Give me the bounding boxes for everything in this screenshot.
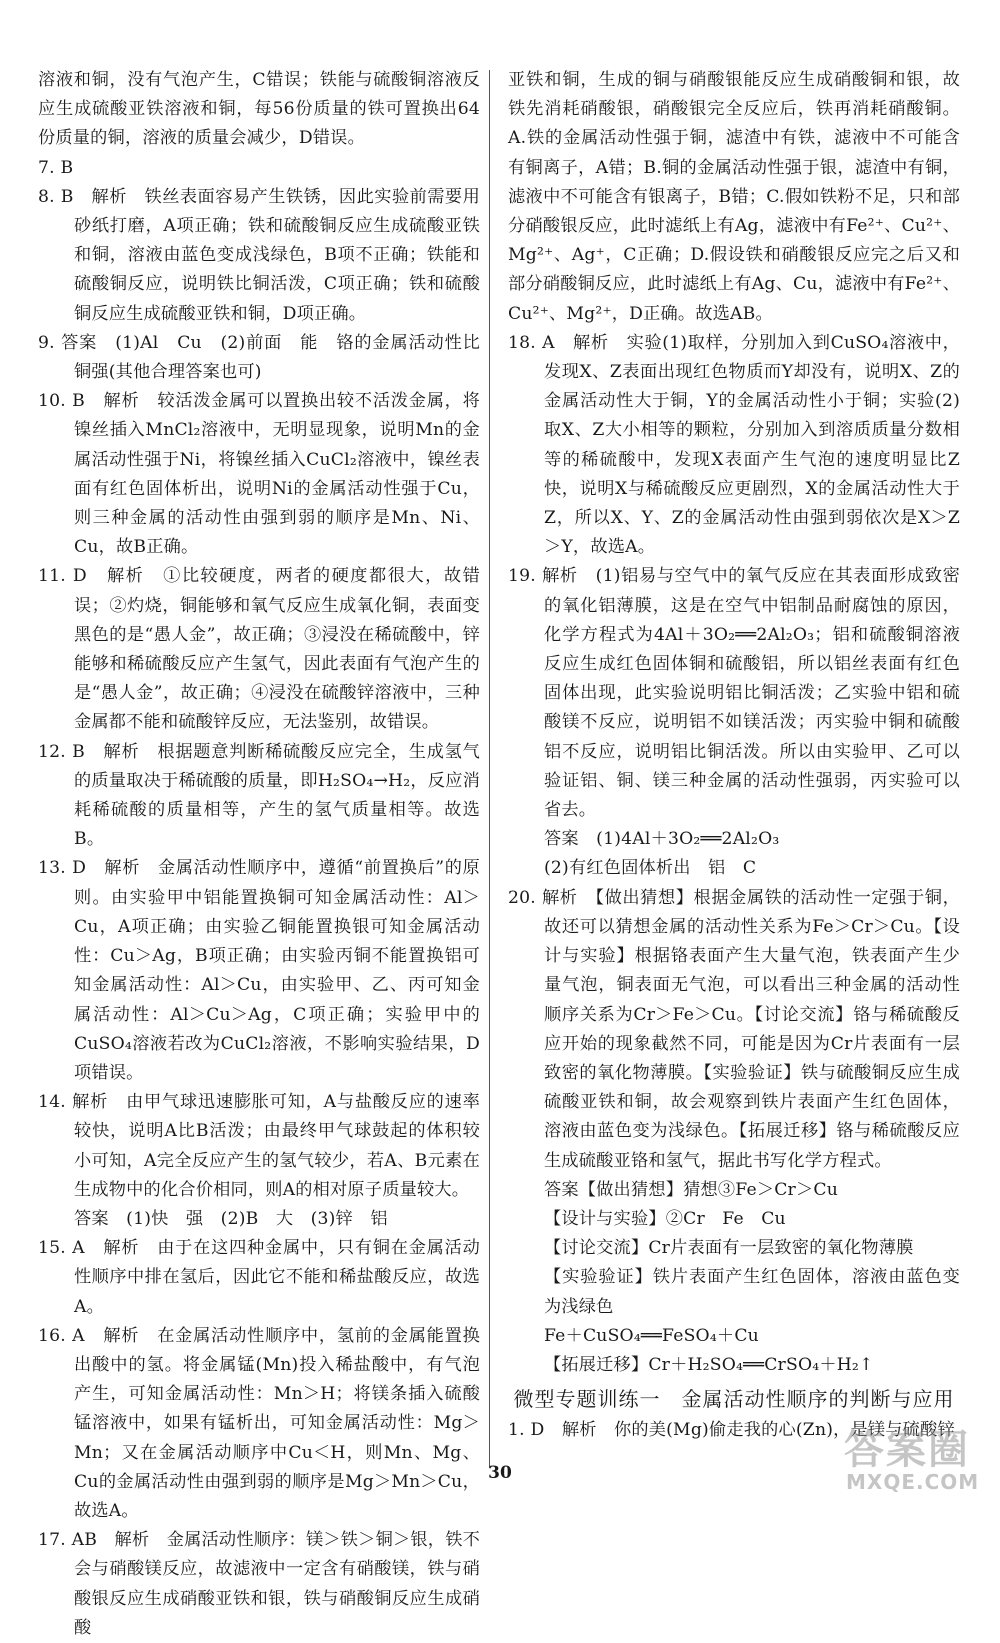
answer-line: 【讨论交流】Cr片表面有一层致密的氧化物薄膜 xyxy=(544,1238,914,1259)
answer-item: 15. A 解析 由于在这四种金属中，只有铜在金属活动性顺序中排在氢后，因此它不能和稀盐酸反应，故选A。 xyxy=(38,1238,480,1317)
answer-item: 20. 解析 【做出猜想】根据金属铁的活动性一定强于铜，故还可以猜想金属的活动性关系为Fe＞Cr＞Cu。【设计与实验】根据铬表面产生大量气泡，铁表面产生少量气泡，铜表面无气泡，可以看出三种金属的活动性顺序关系为Cr＞Fe＞Cu。【讨论交流】铬与稀硫酸反应开始的现象截然不同，可能是因为Cr片表面有一层致密的氧化物薄膜。【实验验证】铁与硫酸铜反应生成硫酸亚铁和铜，故会观察到铁片表面产生红色固体，溶液由蓝色变为浅绿色。【拓展迁移】铬与稀硫酸反应生成硫酸亚铬和氢气，据此书写化学方程式。 xyxy=(508,887,960,1171)
answer-item: 12. B 解析 根据题意判断稀硫酸反应完全，生成氢气的质量取决于稀硫酸的质量，即H₂SO₄→H₂，反应消耗稀硫酸的质量相等，产生的氢气质量相等。故选B。 xyxy=(38,741,480,850)
continued-text: 溶液和铜，没有气泡产生，C错误；铁能与硫酸铜溶液反应生成硫酸亚铁溶液和铜，每56份质量的铁可置换出64份质量的铜，溶液的质量会减少，D错误。 xyxy=(38,70,480,149)
watermark-line2: MXQE.COM xyxy=(846,1470,980,1494)
answer-item: 8. B 解析 铁丝表面容易产生铁锈，因此实验前需要用砂纸打磨，A项正确；铁和硫酸铜反应生成硫酸亚铁和铜，溶液由蓝色变成浅绿色，B项不正确；铁能和硫酸铜反应，说明铁比铜活泼，C项正确；铁和硫酸铜反应生成硫酸亚铁和铜，D项正确。 xyxy=(38,186,480,324)
answer-item: 16. A 解析 在金属活动性顺序中，氢前的金属能置换出酸中的氢。将金属锰(Mn)投入稀盐酸中，有气泡产生，可知金属活动性：Mn＞H；将镁条插入硫酸锰溶液中，如果有锰析出，可知金属活动性：Mg＞Mn；又在金属活动顺序中Cu＜H，则Mn、Mg、Cu的金属活动性由强到弱的顺序是Mg＞Mn＞Cu，故选A。 xyxy=(38,1325,480,1521)
answer-item: 7. B xyxy=(38,157,74,178)
answer-line: 【实验验证】铁片表面产生红色固体，溶液由蓝色变为浅绿色 xyxy=(544,1267,960,1317)
continued-text: 亚铁和铜，生成的铜与硝酸银能反应生成硝酸铜和银，故铁先消耗硝酸银，硝酸银完全反应后，铁再消耗硝酸铜。A.铁的金属活动性强于铜，滤渣中有铁，滤液中不可能含有铜离子，A错；B.铜的金属活动性强于银，滤渣中有铜，滤液中不可能含有银离子，B错；C.假如铁粉不足，只和部分硝酸银反应，此时滤纸上有Ag，滤液中有Fe²⁺、Cu²⁺、Mg²⁺、Ag⁺，C正确；D.假设铁和硝酸银反应完之后又和部分硝酸铜反应，此时滤纸上有Ag、Cu，滤液中有Fe²⁺、Cu²⁺、Mg²⁺，D正确。故选AB。 xyxy=(508,70,960,324)
watermark-logo xyxy=(840,1418,990,1498)
left-column xyxy=(38,66,480,1643)
answer-item: 11. D 解析 ①比较硬度，两者的硬度都很大，故错误；②灼烧，铜能够和氧气反应生成氧化铜，表面变黑色的是“愚人金”，故正确；③浸没在稀硫酸中，锌能够和稀硫酸反应产生氢气，因此表面有气泡产生的是“愚人金”，故正确；④浸没在硫酸锌溶液中，三种金属都不能和硫酸锌反应，无法鉴别，故错误。 xyxy=(38,566,480,733)
right-column xyxy=(508,66,960,1445)
answer-item: 1. D 解析 你的美(Mg)偷走我的心(Zn)，是镁与硫酸锌 xyxy=(508,1420,955,1441)
answer-item: 14. 解析 由甲气球迅速膨胀可知，A与盐酸反应的速率较快，说明A比B活泼；由最终甲气球鼓起的体积较小可知，A完全反应产生的氢气较少，若A、B元素在生成物中的化合价相同，则A的相对原子质量较大。 xyxy=(38,1092,480,1200)
answer-line: 答案【做出猜想】猜想③Fe＞Cr＞Cu xyxy=(544,1179,838,1200)
answer-item: 17. AB 解析 金属活动性顺序：镁＞铁＞铜＞银，铁不会与硝酸镁反应，故滤液中一定含有硝酸镁，铁与硝酸银反应生成硝酸亚铁和银，铁与硝酸铜反应生成硝酸 xyxy=(38,1530,480,1638)
answer-line: 答案 (1)4Al＋3O₂══2Al₂O₃ xyxy=(544,829,780,850)
column-divider xyxy=(489,70,490,1468)
watermark-line1: 答案圈 xyxy=(844,1427,970,1473)
section-heading: 微型专题训练一 金属活动性顺序的判断与应用 xyxy=(513,1387,955,1412)
answer-item: 18. A 解析 实验(1)取样，分别加入到CuSO₄溶液中，发现X、Z表面出现红色物质而Y却没有，说明X、Z的金属活动性大于铜，Y的金属活动性小于铜；实验(2)取X、Z大小相等的颗粒，分别加入到溶质质量分数相等的稀硫酸中，发现X表面产生气泡的速度明显比Z快，说明X与稀硫酸反应更剧烈，X的金属活动性大于Z，所以X、Y、Z的金属活动性由强到弱依次是X＞Z＞Y，故选A。 xyxy=(508,332,960,558)
answer-line: (2)有红色固体析出 铝 C xyxy=(544,858,757,879)
answer-line: 【拓展迁移】Cr＋H₂SO₄══CrSO₄＋H₂↑ xyxy=(544,1354,874,1375)
answer-item: 13. D 解析 金属活动性顺序中，遵循“前置换后”的原则。由实验甲中铝能置换铜可知金属活动性：Al＞Cu，A项正确；由实验乙铜能置换银可知金属活动性：Cu＞Ag，B项正确；由实验丙铜不能置换铝可知金属活动性：Al＞Cu，由实验甲、乙、丙可知金属活动性：Al＞Cu＞Ag，C项正确；实验甲中的CuSO₄溶液若改为CuCl₂溶液，不影响实验结果，D项错误。 xyxy=(38,858,480,1083)
page-number: 30 xyxy=(488,1463,512,1483)
answer-item: 19. 解析 (1)铝易与空气中的氧气反应在其表面形成致密的氧化铝薄膜，这是在空气中铝制品耐腐蚀的原因，化学方程式为4Al＋3O₂══2Al₂O₃；铝和硫酸铜溶液反应生成红色固体铜和硫酸铝，所以铝丝表面有红色固体出现，此实验说明铝比铜活泼；乙实验中铝和硫酸镁不反应，说明铝不如镁活泼；丙实验中铜和硫酸铝不反应，说明铝比铜活泼。所以由实验甲、乙可以验证铝、铜、镁三种金属的活动性强弱，丙实验可以省去。 xyxy=(508,566,960,821)
answer-item: 10. B 解析 较活泼金属可以置换出较不活泼金属，将镍丝插入MnCl₂溶液中，无明显现象，说明Mn的金属活动性强于Ni，将镍丝插入CuCl₂溶液中，镍丝表面有红色固体析出，说明Ni的金属活动性强于Cu，则三种金属的活动性由强到弱的顺序是Mn、Ni、Cu，故B正确。 xyxy=(38,391,480,558)
answer-line: 【设计与实验】②Cr Fe Cu xyxy=(544,1208,786,1229)
answer-item: 9. 答案 (1)Al Cu (2)前面 能 铬的金属活动性比铜强(其他合理答案也可) xyxy=(38,332,480,383)
answer-line: 答案 (1)快 强 (2)B 大 (3)锌 铝 xyxy=(74,1208,388,1229)
answer-line: Fe＋CuSO₄══FeSO₄＋Cu xyxy=(544,1325,759,1346)
